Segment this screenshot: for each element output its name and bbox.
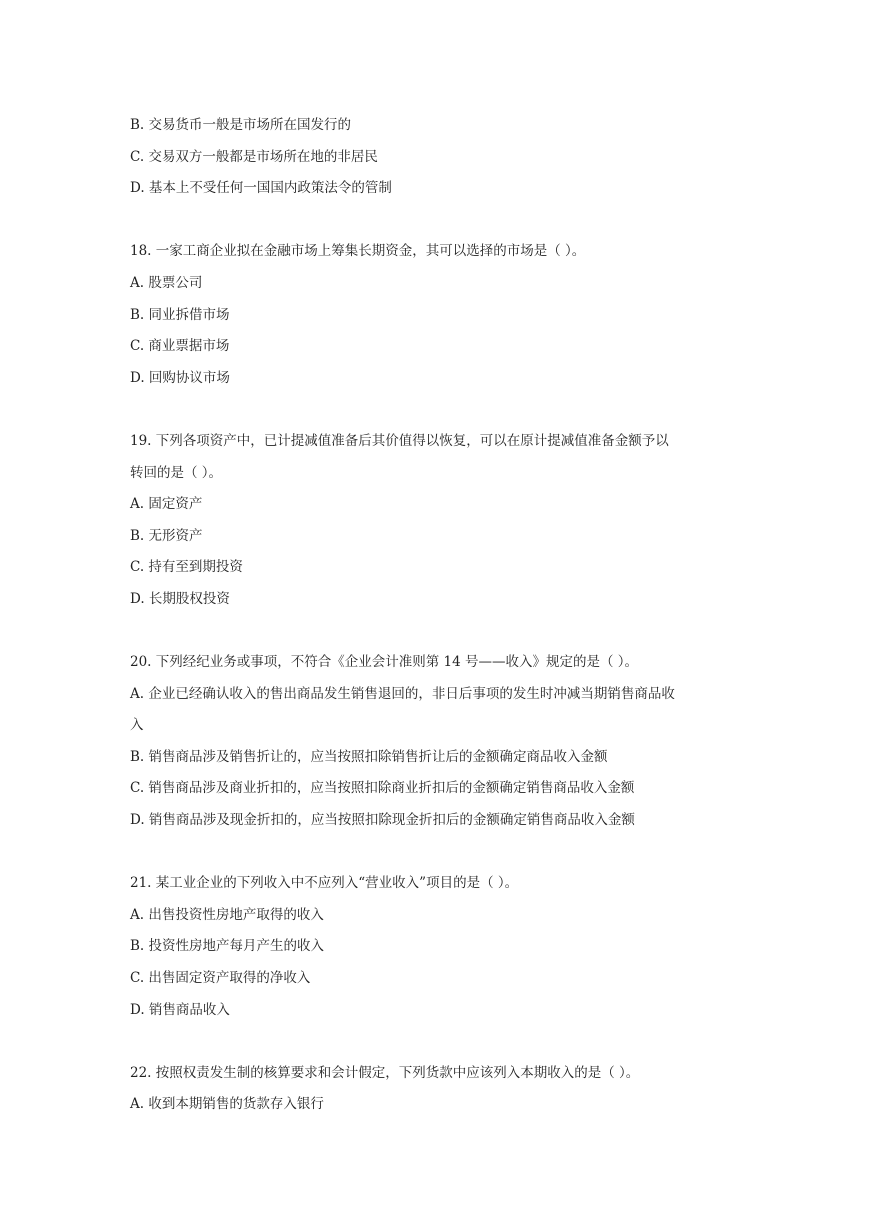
option-d: D. 长期股权投资 — [130, 590, 230, 607]
option-a: A. 股票公司 — [130, 274, 203, 291]
option-b: B. 投资性房地产每月产生的收入 — [130, 938, 325, 955]
spacer — [130, 616, 750, 648]
option-d: D. 销售商品收入 — [130, 1001, 230, 1018]
option-b: B. 无形资产 — [130, 527, 203, 544]
option-c: C. 持有至到期投资 — [130, 559, 243, 576]
spacer — [130, 837, 750, 869]
question-stem: 20. 下列经纪业务或事项，不符合《企业会计准则第 14 号——收入》规定的是（ ）。 — [130, 654, 639, 671]
question-stem: 19. 下列各项资产中，已计提减值准备后其价值得以恢复，可以在原计提减值准备金额予以 — [130, 432, 669, 449]
question-stem: 18. 一家工商企业拟在金融市场上筹集长期资金，其可以选择的市场是（ ）。 — [130, 243, 586, 260]
option-b: B. 销售商品涉及销售折让的，应当按照扣除销售折让后的金额确定商品收入金额 — [130, 748, 608, 765]
question-17-fragment — [130, 110, 750, 205]
option-d: D. 销售商品涉及现金折扣的，应当按照扣除现金折扣后的金额确定销售商品收入金额 — [130, 812, 635, 829]
option-c: C. 出售固定资产取得的净收入 — [130, 970, 311, 987]
question-19 — [130, 426, 750, 616]
option-a: A. 收到本期销售的货款存入银行 — [130, 1096, 324, 1113]
option-a: A. 固定资产 — [130, 496, 203, 513]
option-c: C. 交易双方一般都是市场所在地的非居民 — [130, 148, 378, 165]
option-d: D. 基本上不受任何一国国内政策法令的管制 — [130, 180, 392, 197]
option-d: D. 回购协议市场 — [130, 369, 230, 386]
spacer — [130, 1026, 750, 1058]
question-stem: 21. 某工业企业的下列收入中不应列入“营业收入”项目的是（ ）。 — [130, 875, 519, 892]
question-22 — [130, 1058, 750, 1121]
question-21 — [130, 868, 750, 1026]
option-c: C. 销售商品涉及商业折扣的，应当按照扣除商业折扣后的金额确定销售商品收入金额 — [130, 780, 635, 797]
option-a: A. 出售投资性房地产取得的收入 — [130, 906, 324, 923]
option-c: C. 商业票据市场 — [130, 338, 230, 355]
option-b: B. 同业拆借市场 — [130, 306, 230, 323]
question-stem: 22. 按照权责发生制的核算要求和会计假定，下列货款中应该列入本期收入的是（ ）。 — [130, 1064, 640, 1081]
spacer — [130, 394, 750, 426]
question-stem-continued: 转回的是（ ）。 — [130, 464, 223, 481]
question-18 — [130, 236, 750, 394]
exam-page — [130, 110, 750, 1121]
option-a-continued: 入 — [130, 717, 144, 734]
option-b: B. 交易货币一般是市场所在国发行的 — [130, 117, 352, 133]
option-a: A. 企业已经确认收入的售出商品发生销售退回的，非日后事项的发生时冲减当期销售商品收 — [130, 685, 675, 702]
question-20 — [130, 647, 750, 837]
spacer — [130, 205, 750, 237]
